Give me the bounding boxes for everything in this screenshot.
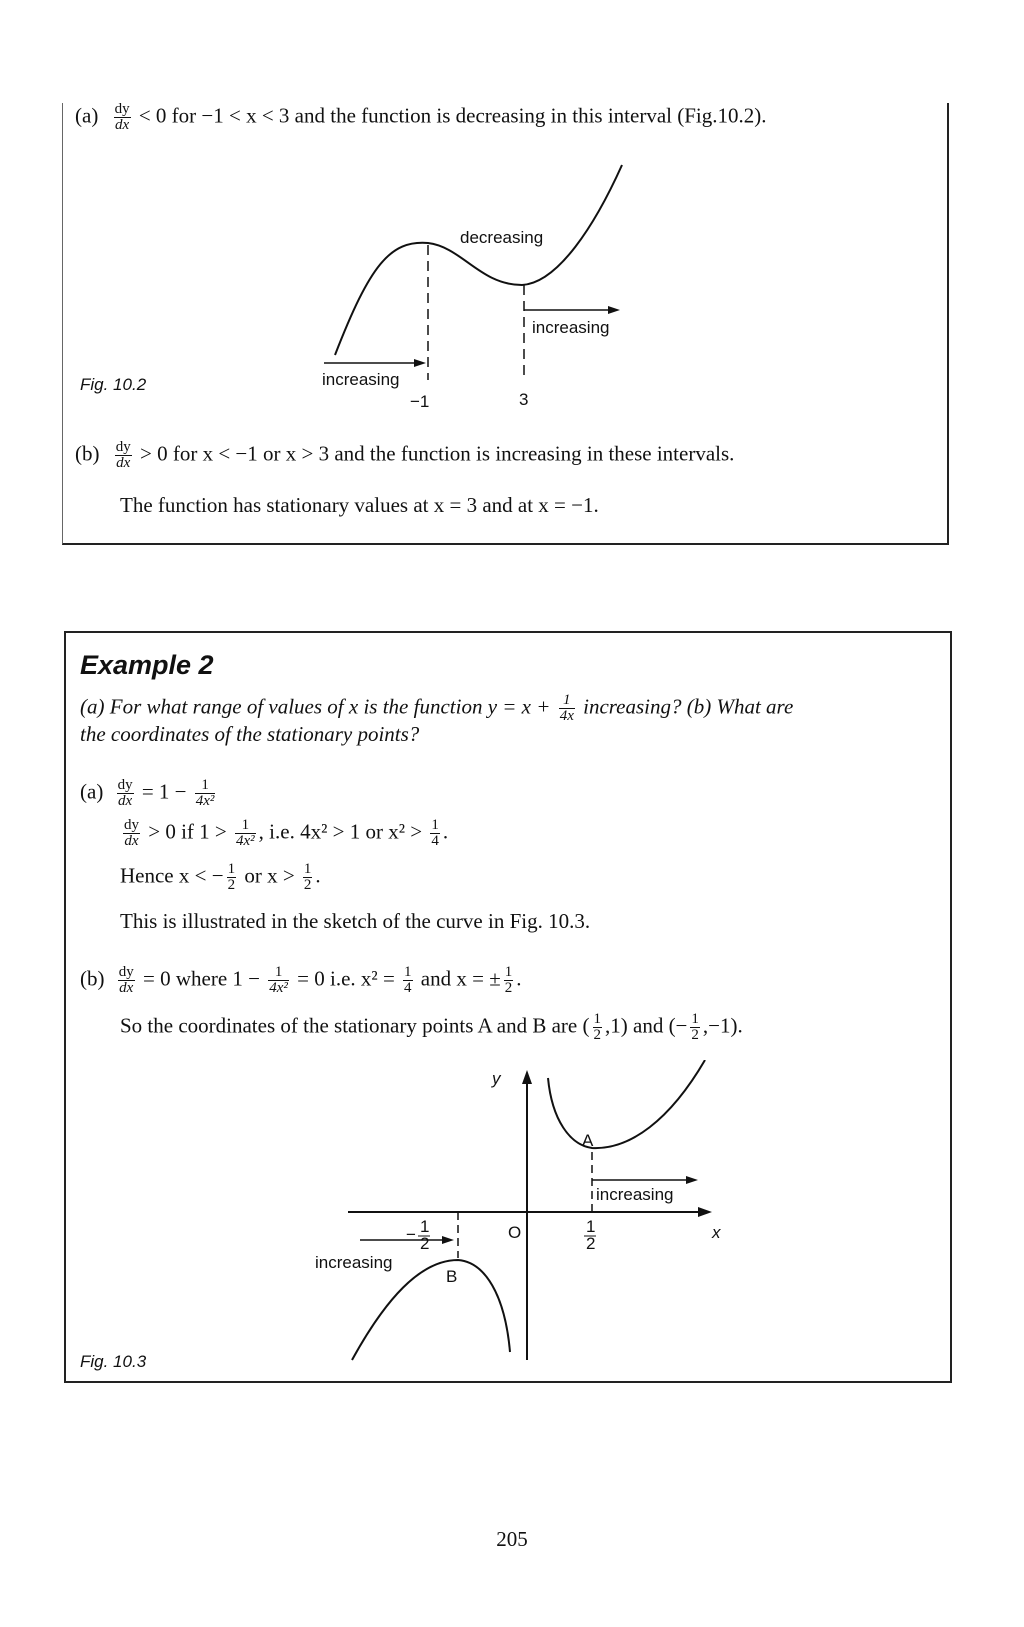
example-2-title: Example 2 [80, 650, 214, 680]
fig-10-3-increasing-right: increasing [596, 1185, 674, 1204]
example-2-a-line3: Hence x < − $\frac{1}{2}$ or x > $\frac{1}{2}$ . [120, 861, 321, 893]
fig-10-3-tick-neghalf-den: 2 [420, 1234, 430, 1253]
fig-10-3-y-label: y [492, 1069, 501, 1088]
fig-10-3-left-branch [352, 1260, 510, 1360]
part1-line-a: (a) $\frac{dy}{dx}$ < 0 for −1 < x < 3 and the function is decreasing in this interval (Fig.10.2). [75, 101, 767, 133]
part1-a-text: < 0 for −1 < x < 3 and the function is decreasing in this interval (Fig.10.2). [138, 103, 767, 128]
fig-10-3-label: Fig. 10.3 [80, 1352, 147, 1371]
example-2-a-line2: $\frac{dy}{dx}$ > 0 if 1 > $\frac{1}{\text{4x²}}$ , i.e. 4x² > 1 or x² > $\frac{1}{4}$ . [124, 817, 449, 849]
fig-10-3-tick-half-num: 1 [586, 1217, 596, 1236]
example-2-b-line1: (b) $\frac{dy}{dx}$ = 0 where 1 − $\frac{1}{\text{4x²}}$ = 0 i.e. x² = $\frac{1}{4}$ and x = ± $\frac{1}{2}$ . [80, 964, 522, 996]
fig-10-3-x-arrow [698, 1207, 712, 1217]
part1-b-text: > 0 for x < −1 or x > 3 and the function is increasing in these intervals. [140, 441, 735, 466]
fig-10-2-arrow-right [608, 306, 620, 314]
fig-10-2-increasing-left: increasing [322, 370, 400, 389]
fig-10-3-right-branch [548, 1060, 705, 1148]
fig-10-2-arrow-left [414, 359, 426, 367]
example-2-question-line2: the coordinates of the stationary points? [80, 722, 420, 746]
fig-10-3-arrow-left [442, 1236, 454, 1244]
part1-line-b2: The function has stationary values at x = 3 and at x = −1. [120, 493, 599, 517]
example-2-a-line1: (a) $\frac{dy}{dx}$ = 1 − $\frac{1}{\text{4x²}}$ [80, 777, 215, 809]
fig-10-3 [300, 1060, 760, 1380]
fig-10-3-tick-half-den: 2 [586, 1234, 596, 1253]
fig-10-3-tick-neg-sign: − [406, 1225, 416, 1244]
part1-line-b: (b) $\frac{dy}{dx}$ > 0 for x < −1 or x > 3 and the function is increasing in these intervals. [75, 439, 735, 471]
example-2-b-line2: So the coordinates of the stationary points A and B are ( $\frac{1}{2}$ ,1) and (− $\frac{1}{2}$ ,−1). [120, 1011, 743, 1043]
fig-10-2-tick-neg1: −1 [410, 392, 430, 411]
fig-10-3-point-b: B [446, 1267, 458, 1286]
fig-10-3-x-label: x [712, 1223, 721, 1242]
page-number: 205 [496, 1527, 528, 1551]
fig-10-3-tick-neghalf-num: 1 [420, 1217, 430, 1236]
example-2-question-line1: (a) For what range of values of x is the function y = x + $\frac{1}{4x}$ increasing? (b) What are [80, 692, 794, 724]
fig-10-3-y-arrow [522, 1070, 532, 1084]
fig-10-2-tick-3: 3 [519, 390, 529, 409]
fig-10-3-origin: O [508, 1223, 522, 1242]
fig-10-2 [300, 155, 640, 415]
example-2-a-line4: This is illustrated in the sketch of the curve in Fig. 10.3. [120, 909, 591, 933]
fig-10-3-increasing-left: increasing [315, 1253, 393, 1272]
fig-10-2-decreasing: decreasing [460, 228, 544, 247]
fig-10-2-increasing-right: increasing [532, 318, 610, 337]
fig-10-2-label: Fig. 10.2 [80, 375, 147, 394]
fig-10-3-arrow-right [686, 1176, 698, 1184]
fig-10-3-point-a: A [582, 1131, 594, 1150]
